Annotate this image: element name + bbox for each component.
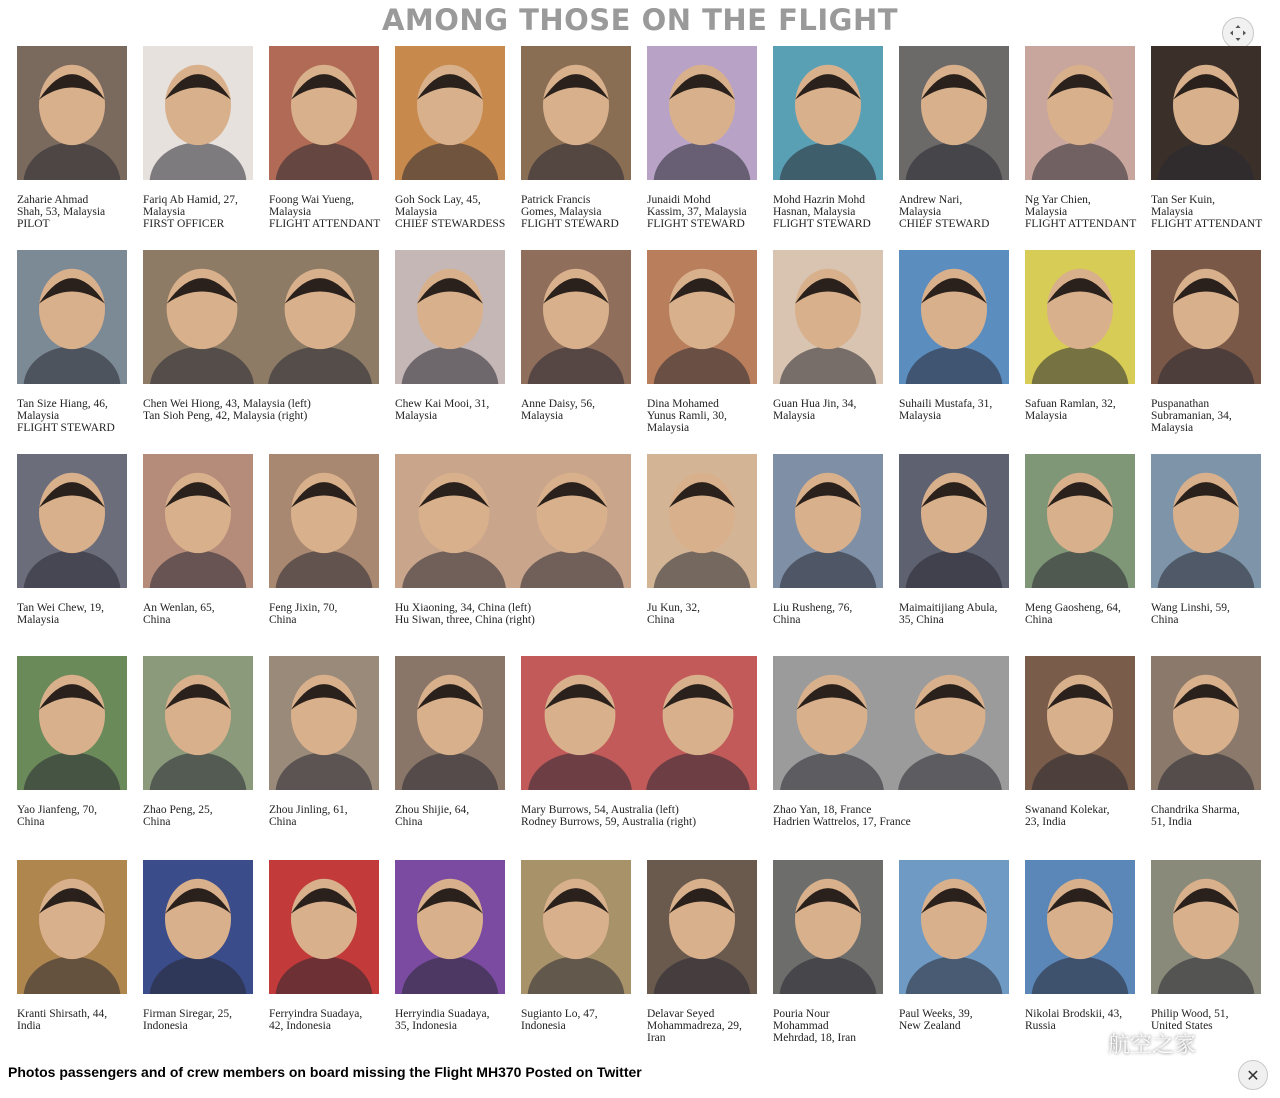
passenger-caption xyxy=(395,398,489,422)
caption-line: Feng Jixin, 70, xyxy=(269,602,338,614)
passenger-caption xyxy=(521,194,619,231)
passenger-photo xyxy=(773,860,883,994)
caption-line: Indonesia xyxy=(521,1020,566,1033)
passenger-caption xyxy=(1151,398,1232,435)
passenger-caption xyxy=(143,602,215,626)
caption-line: Hu Xiaoning, 34, China (left) xyxy=(395,602,532,614)
passenger-card xyxy=(521,860,631,1060)
expand-arrows-icon xyxy=(1229,24,1247,42)
passenger-photo xyxy=(1151,860,1261,994)
caption-line: Paul Weeks, 39, xyxy=(899,1008,973,1020)
passenger-photo xyxy=(269,454,379,588)
caption-line: Mohammad xyxy=(773,1020,829,1033)
caption-line: CHIEF STEWARDESS xyxy=(395,218,506,231)
caption-line: FLIGHT ATTENDANT xyxy=(1151,218,1263,231)
passenger-caption xyxy=(1025,194,1136,231)
passenger-caption xyxy=(395,1008,490,1032)
passenger-caption xyxy=(17,1008,107,1032)
caption-line: Tan Size Hiang, 46, xyxy=(17,398,108,410)
caption-line: Tan Ser Kuin, xyxy=(1151,194,1216,206)
close-icon: ✕ xyxy=(1246,1065,1260,1085)
passenger-card xyxy=(773,656,1009,856)
caption-line: An Wenlan, 65, xyxy=(143,602,215,614)
caption-line: Malaysia xyxy=(143,206,186,219)
passenger-photo xyxy=(899,454,1009,588)
passenger-photo xyxy=(143,860,253,994)
passenger-photo xyxy=(1025,454,1135,588)
passenger-card xyxy=(395,860,505,1060)
passenger-card xyxy=(143,860,253,1060)
caption-line: Mary Burrows, 54, Australia (left) xyxy=(521,804,679,816)
passenger-photo xyxy=(773,454,883,588)
caption-line: 23, India xyxy=(1025,816,1066,829)
passenger-caption xyxy=(773,194,871,231)
caption-line: Gomes, Malaysia xyxy=(521,206,602,219)
passenger-card xyxy=(143,656,253,856)
passenger-photo xyxy=(899,46,1009,180)
passenger-card xyxy=(17,860,127,1060)
caption-line: Chandrika Sharma, xyxy=(1151,804,1240,816)
passenger-photo xyxy=(395,656,505,790)
caption-line: Sugianto Lo, 47, xyxy=(521,1008,598,1020)
passenger-caption xyxy=(395,194,505,231)
caption-line: Malaysia xyxy=(1151,206,1194,219)
passenger-card xyxy=(1025,250,1135,450)
passenger-photo xyxy=(773,656,1009,790)
page-title: AMONG THOSE ON THE FLIGHT xyxy=(381,3,899,37)
caption-line: Zhou Jinling, 61, xyxy=(269,804,348,816)
passenger-card xyxy=(143,454,253,654)
passenger-caption xyxy=(647,398,727,435)
caption-line: Hu Siwan, three, China (right) xyxy=(395,614,535,627)
passenger-card xyxy=(899,46,1009,246)
caption-line: Dina Mohamed xyxy=(647,398,719,410)
caption-line: Tan Wei Chew, 19, xyxy=(17,602,105,614)
passenger-card xyxy=(1151,250,1261,450)
caption-line: Ferryindra Suadaya, xyxy=(269,1008,363,1020)
caption-line: Malaysia xyxy=(17,614,60,627)
passenger-photo xyxy=(521,46,631,180)
caption-line: Anne Daisy, 56, xyxy=(521,398,595,410)
caption-line: Malaysia xyxy=(521,410,564,423)
caption-line: China xyxy=(269,614,297,627)
passenger-card xyxy=(1025,656,1135,856)
passenger-card xyxy=(395,46,505,246)
passenger-caption xyxy=(521,1008,598,1032)
passenger-caption xyxy=(395,602,535,626)
caption-line: Goh Sock Lay, 45, xyxy=(395,194,481,206)
caption-line: China xyxy=(773,614,801,627)
caption-line: Malaysia xyxy=(269,206,312,219)
watermark xyxy=(1072,1026,1196,1060)
caption-line: Indonesia xyxy=(143,1020,188,1033)
passenger-card xyxy=(647,860,757,1060)
caption-line: 35, China xyxy=(899,614,944,627)
caption-line: FLIGHT STEWARD xyxy=(647,218,745,231)
caption-line: Andrew Nari, xyxy=(899,194,963,206)
caption-line: FLIGHT ATTENDANT xyxy=(269,218,381,231)
caption-line: Mohd Hazrin Mohd xyxy=(773,194,865,206)
passenger-photo xyxy=(1151,656,1261,790)
passenger-caption xyxy=(773,398,856,422)
passenger-card xyxy=(143,250,379,450)
passenger-photo xyxy=(899,250,1009,384)
passenger-caption xyxy=(1025,398,1116,422)
passenger-photo xyxy=(521,250,631,384)
passenger-photo xyxy=(647,454,757,588)
passenger-card xyxy=(269,454,379,654)
passenger-card xyxy=(17,454,127,654)
caption-line: FIRST OFFICER xyxy=(143,218,225,231)
caption-line: Malaysia xyxy=(395,206,438,219)
passenger-card xyxy=(773,454,883,654)
passenger-caption xyxy=(1151,804,1240,828)
caption-line: Zhao Peng, 25, xyxy=(143,804,213,816)
caption-line: Safuan Ramlan, 32, xyxy=(1025,398,1116,410)
passenger-card xyxy=(395,656,505,856)
expand-button[interactable] xyxy=(1222,17,1254,49)
caption-line: Hasnan, Malaysia xyxy=(773,206,856,219)
passenger-photo xyxy=(773,46,883,180)
caption-line: Malaysia xyxy=(647,422,690,435)
passenger-card xyxy=(899,454,1009,654)
caption-line: Foong Wai Yueng, xyxy=(269,194,355,206)
passenger-photo xyxy=(1151,454,1261,588)
passenger-card xyxy=(647,454,757,654)
passenger-photo xyxy=(17,250,127,384)
passenger-card xyxy=(773,860,883,1060)
passenger-photo xyxy=(1025,46,1135,180)
passenger-card xyxy=(647,46,757,246)
passenger-caption xyxy=(143,398,311,422)
caption-line: China xyxy=(647,614,675,627)
passenger-caption xyxy=(521,804,696,828)
passenger-caption xyxy=(17,602,104,626)
passenger-card xyxy=(17,46,127,246)
passenger-caption xyxy=(647,1008,742,1045)
passenger-card xyxy=(647,250,757,450)
caption-line: Yunus Ramli, 30, xyxy=(647,410,727,423)
passenger-caption xyxy=(773,804,911,828)
passenger-caption xyxy=(143,1008,232,1032)
caption-line: 42, Indonesia xyxy=(269,1020,331,1033)
caption-line: Subramanian, 34, xyxy=(1151,410,1232,423)
caption-line: Junaidi Mohd xyxy=(647,194,711,206)
passenger-photo xyxy=(773,250,883,384)
caption-line: Tan Sioh Peng, 42, Malaysia (right) xyxy=(143,410,308,423)
caption-line: Yao Jianfeng, 70, xyxy=(17,804,97,816)
caption-line: China xyxy=(269,816,297,829)
caption-line: India xyxy=(17,1020,41,1033)
caption-line: Nikolai Brodskii, 43, xyxy=(1025,1008,1123,1020)
passenger-card xyxy=(773,46,883,246)
caption-line: China xyxy=(395,816,423,829)
caption-line: Fariq Ab Hamid, 27, xyxy=(143,194,238,206)
passenger-photo xyxy=(899,860,1009,994)
passenger-caption xyxy=(899,398,992,422)
caption-line: CHIEF STEWARD xyxy=(899,218,990,231)
passenger-photo xyxy=(269,46,379,180)
passenger-caption xyxy=(17,194,105,231)
caption-line: Malaysia xyxy=(1025,206,1068,219)
watermark-text: 航空之家 xyxy=(1108,1032,1197,1058)
caption-line: Maimaitijiang Abula, xyxy=(899,602,998,614)
caption-line: Shah, 53, Malaysia xyxy=(17,206,106,219)
passenger-card xyxy=(521,46,631,246)
caption-line: FLIGHT STEWARD xyxy=(521,218,619,231)
caption-line: Russia xyxy=(1025,1020,1056,1033)
caption-line: Patrick Francis xyxy=(521,194,591,206)
passenger-card xyxy=(773,250,883,450)
caption-line: Malaysia xyxy=(899,206,942,219)
passenger-photo xyxy=(1151,250,1261,384)
caption-line: Puspanathan xyxy=(1151,398,1210,410)
caption-line: Malaysia xyxy=(899,410,942,423)
passenger-photo xyxy=(1151,46,1261,180)
caption-line: Malaysia xyxy=(17,410,60,423)
caption-line: China xyxy=(17,816,45,829)
passenger-caption xyxy=(17,398,115,435)
passenger-caption xyxy=(1151,602,1230,626)
passenger-photo xyxy=(269,860,379,994)
passenger-caption xyxy=(143,194,238,231)
passenger-photo xyxy=(143,250,379,384)
caption-line: Meng Gaosheng, 64, xyxy=(1025,602,1121,614)
caption-line: Wang Linshi, 59, xyxy=(1151,602,1230,614)
passenger-card xyxy=(143,46,253,246)
passenger-card xyxy=(17,250,127,450)
passenger-photo xyxy=(395,454,631,588)
passenger-photo xyxy=(395,860,505,994)
passenger-photo xyxy=(17,656,127,790)
caption-line: 35, Indonesia xyxy=(395,1020,457,1033)
passenger-caption xyxy=(395,804,469,828)
caption-line: China xyxy=(1151,614,1179,627)
passenger-photo xyxy=(143,46,253,180)
passenger-photo xyxy=(521,860,631,994)
caption-line: FLIGHT ATTENDANT xyxy=(1025,218,1137,231)
passenger-caption xyxy=(269,1008,362,1032)
passenger-caption xyxy=(269,804,348,828)
passenger-photo xyxy=(1025,656,1135,790)
caption-line: 51, India xyxy=(1151,816,1192,829)
passenger-caption xyxy=(773,1008,856,1045)
passenger-photo xyxy=(1025,250,1135,384)
caption-line: China xyxy=(1025,614,1053,627)
caption-line: Malaysia xyxy=(395,410,438,423)
passenger-photo xyxy=(395,46,505,180)
caption-line: Malaysia xyxy=(1025,410,1068,423)
caption-line: Ju Kun, 32, xyxy=(647,602,701,614)
passenger-photo xyxy=(17,46,127,180)
passenger-caption xyxy=(269,602,337,626)
passenger-card xyxy=(1025,454,1135,654)
caption-line: Chew Kai Mooi, 31, xyxy=(395,398,490,410)
passenger-caption xyxy=(773,602,852,626)
passenger-caption xyxy=(899,602,997,626)
caption-line: Zhao Yan, 18, France xyxy=(773,804,872,816)
caption-line: Swanand Kolekar, xyxy=(1025,804,1110,816)
passenger-caption xyxy=(143,804,213,828)
caption-line: Mehrdad, 18, Iran xyxy=(773,1032,857,1045)
caption-line: Chen Wei Hiong, 43, Malaysia (left) xyxy=(143,398,311,410)
passenger-card xyxy=(521,656,757,856)
caption-line: Malaysia xyxy=(1151,422,1194,435)
passenger-card xyxy=(1151,656,1261,856)
caption-line: Zaharie Ahmad xyxy=(17,194,89,206)
passenger-caption xyxy=(899,1008,973,1032)
caption-line: Hadrien Wattrelos, 17, France xyxy=(773,816,911,829)
caption-line: Iran xyxy=(647,1032,666,1045)
caption-line: Zhou Shijie, 64, xyxy=(395,804,470,816)
wechat-icon xyxy=(1072,1030,1102,1056)
caption-line: FLIGHT STEWARD xyxy=(17,422,115,435)
caption-line: China xyxy=(143,614,171,627)
caption-line: Mohammadreza, 29, xyxy=(647,1020,742,1033)
passenger-card xyxy=(899,860,1009,1060)
passenger-caption xyxy=(647,194,747,231)
caption-line: Ng Yar Chien, xyxy=(1025,194,1091,206)
passenger-card xyxy=(269,656,379,856)
passenger-photo xyxy=(143,656,253,790)
passenger-caption xyxy=(647,602,700,626)
caption-line: Firman Siregar, 25, xyxy=(143,1008,232,1020)
caption-line: Suhaili Mustafa, 31, xyxy=(899,398,993,410)
caption-line: China xyxy=(143,816,171,829)
passenger-photo xyxy=(395,250,505,384)
passenger-photo xyxy=(269,656,379,790)
passenger-card xyxy=(395,454,631,654)
caption-line: Guan Hua Jin, 34, xyxy=(773,398,857,410)
passenger-card xyxy=(17,656,127,856)
passenger-photo xyxy=(143,454,253,588)
passenger-photo xyxy=(1025,860,1135,994)
passenger-card xyxy=(521,250,631,450)
passenger-card xyxy=(1025,46,1135,246)
caption-line: PILOT xyxy=(17,218,50,231)
passenger-card xyxy=(395,250,505,450)
caption-line: Rodney Burrows, 59, Australia (right) xyxy=(521,816,697,829)
passenger-photo xyxy=(647,250,757,384)
passenger-caption xyxy=(899,194,989,231)
image-caption: Photos passengers and of crew members on board missing the Flight MH370 Posted on Twitter xyxy=(8,1064,642,1080)
caption-line: Kranti Shirsath, 44, xyxy=(17,1008,108,1020)
caption-line: Pouria Nour xyxy=(773,1008,830,1020)
passenger-card xyxy=(899,250,1009,450)
caption-line: Kassim, 37, Malaysia xyxy=(647,206,747,219)
caption-line: Philip Wood, 51, xyxy=(1151,1008,1229,1020)
passenger-caption xyxy=(269,194,380,231)
passenger-card xyxy=(269,46,379,246)
caption-line: Malaysia xyxy=(773,410,816,423)
passenger-caption xyxy=(17,804,97,828)
caption-line: Delavar Seyed xyxy=(647,1008,715,1020)
passenger-card xyxy=(269,860,379,1060)
close-button[interactable] xyxy=(1238,1060,1268,1090)
passenger-photo xyxy=(17,454,127,588)
passenger-photo xyxy=(647,860,757,994)
passenger-card xyxy=(1151,46,1261,246)
caption-line: United States xyxy=(1151,1020,1213,1033)
passenger-caption xyxy=(1025,804,1110,828)
passenger-card xyxy=(1151,454,1261,654)
caption-line: Liu Rusheng, 76, xyxy=(773,602,853,614)
passenger-caption xyxy=(1025,602,1121,626)
passenger-caption xyxy=(521,398,595,422)
passenger-photo xyxy=(647,46,757,180)
caption-line: FLIGHT STEWARD xyxy=(773,218,871,231)
passenger-photo xyxy=(521,656,757,790)
caption-line: Herryindia Suadaya, xyxy=(395,1008,490,1020)
passenger-photo xyxy=(17,860,127,994)
passenger-caption xyxy=(1151,194,1262,231)
caption-line: New Zealand xyxy=(899,1020,961,1033)
